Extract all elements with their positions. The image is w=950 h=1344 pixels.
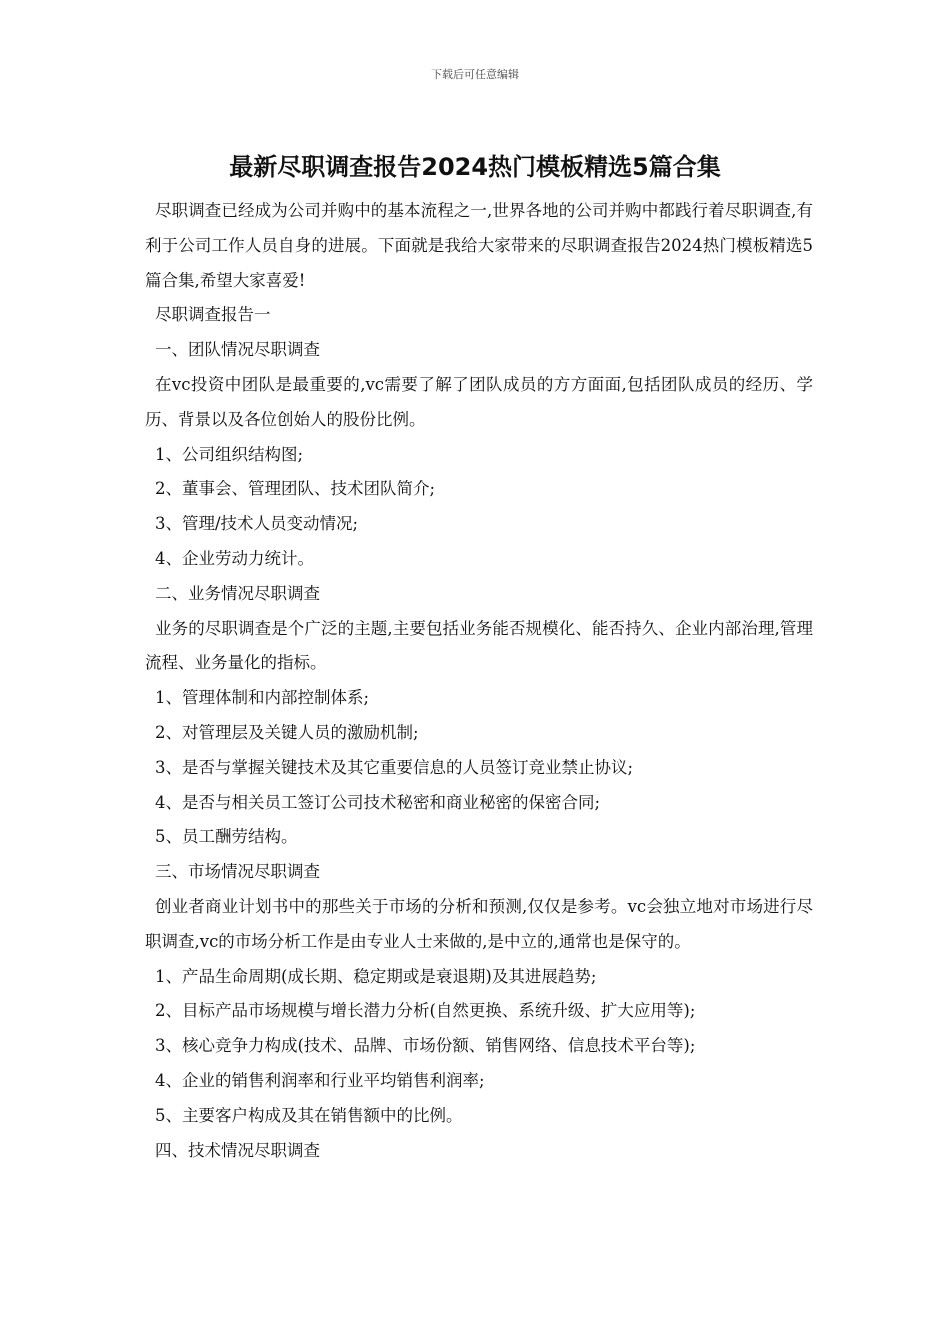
list-item: 3、是否与掌握关键技术及其它重要信息的人员签订竞业禁止协议; [155,757,634,777]
list-item: 1、产品生命周期(成长期、稳定期或是衰退期)及其进展趋势; [155,966,597,986]
list-item: 3、核心竞争力构成(技术、品牌、市场份额、销售网络、信息技术平台等); [155,1036,696,1056]
section-heading: 四、技术情况尽职调查 [155,1140,320,1160]
list-item: 1、公司组织结构图; [155,444,304,464]
list-item: 3、管理/技术人员变动情况; [155,514,359,534]
section-heading: 尽职调查报告一 [155,305,271,325]
body-paragraph: 业务的尽职调查是个广泛的主题,主要包括业务能否规模化、能否持久、企业内部治理,管理流程、业务量化的指标。 [145,618,813,673]
list-item: 2、对管理层及关键人员的激励机制; [155,722,419,742]
section-heading: 二、业务情况尽职调查 [155,583,320,603]
list-item: 5、员工酬劳结构。 [155,827,298,847]
page-header: 下载后可任意编辑 [431,68,519,81]
body-paragraph: 在vc投资中团队是最重要的,vc需要了解了团队成员的方方面面,包括团队成员的经历、学历、背景以及各位创始人的股份比例。 [145,374,813,429]
list-item: 2、董事会、管理团队、技术团队简介; [155,479,436,499]
section-heading: 三、市场情况尽职调查 [155,862,320,882]
list-item: 1、管理体制和内部控制体系; [155,688,370,708]
document-title: 最新尽职调查报告2024热门模板精选5篇合集 [229,153,721,181]
document-body [145,194,813,1168]
list-item: 4、企业的销售利润率和行业平均销售利润率; [155,1070,485,1090]
list-item: 5、主要客户构成及其在销售额中的比例。 [155,1105,463,1125]
list-item: 4、企业劳动力统计。 [155,548,314,568]
body-paragraph: 创业者商业计划书中的那些关于市场的分析和预测,仅仅是参考。vc会独立地对市场进行尽职调查,vc的市场分析工作是由专业人士来做的,是中立的,通常也是保守的。 [145,896,813,951]
intro-paragraph: 尽职调查已经成为公司并购中的基本流程之一,世界各地的公司并购中都践行着尽职调查,有利于公司工作人员自身的进展。下面就是我给大家带来的尽职调查报告2024热门模板精选5篇合集,希望大家喜爱! [145,201,813,290]
list-item: 4、是否与相关员工签订公司技术秘密和商业秘密的保密合同; [155,792,601,812]
section-heading: 一、团队情况尽职调查 [155,340,320,360]
list-item: 2、目标产品市场规模与增长潜力分析(自然更换、系统升级、扩大应用等); [155,1001,696,1021]
